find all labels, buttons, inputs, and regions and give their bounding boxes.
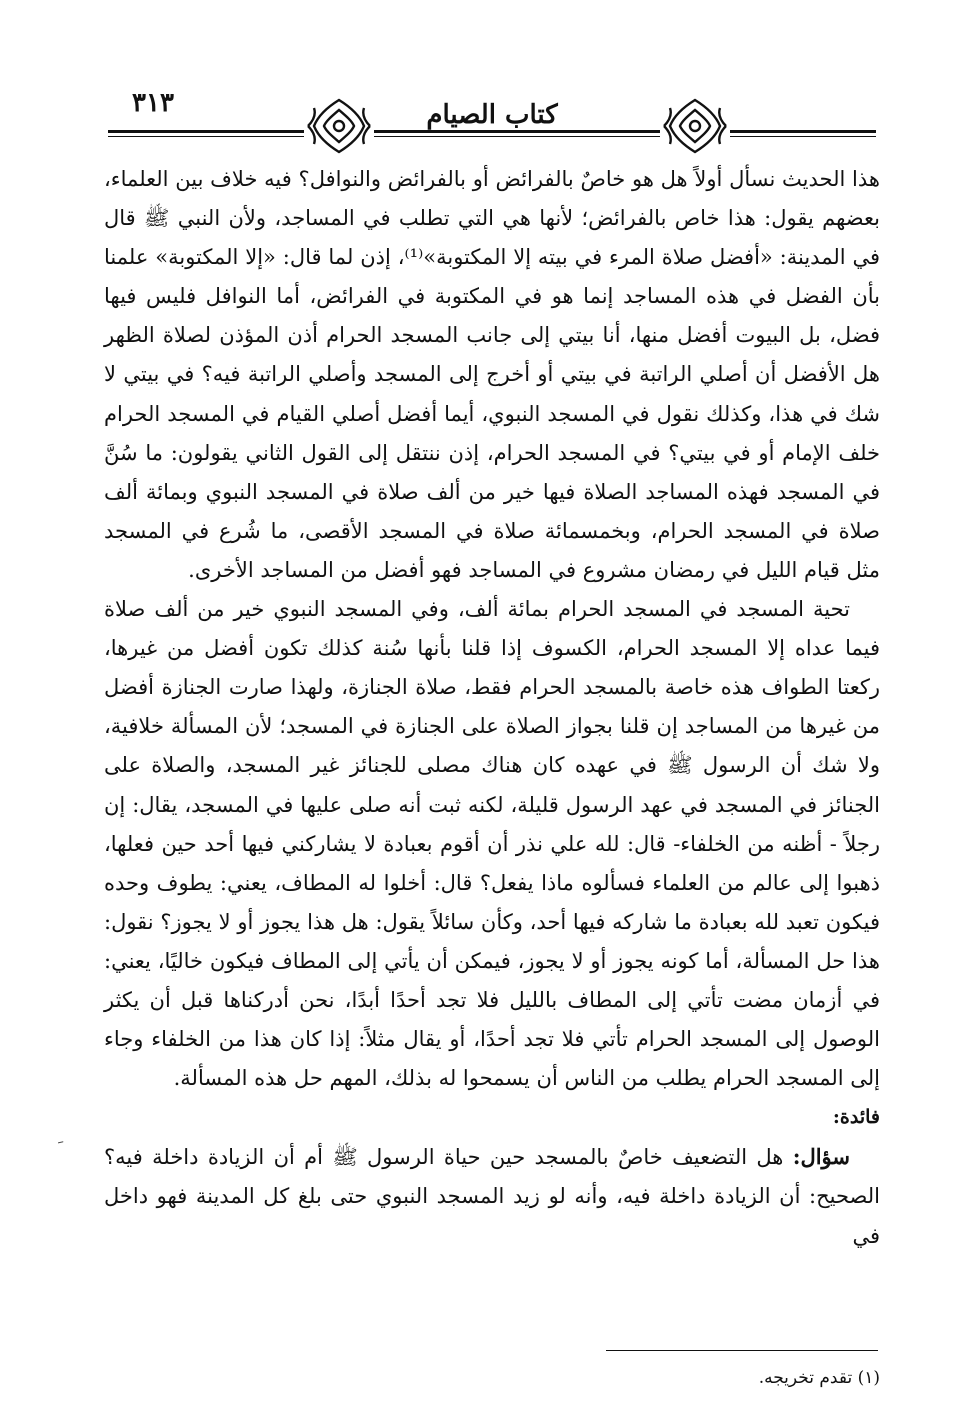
- header-rule-thick: [108, 130, 876, 133]
- arabesque-ornament-icon: [304, 94, 374, 158]
- question-label: سؤال:: [792, 1144, 850, 1170]
- page-number: ٣١٣: [108, 88, 198, 118]
- paragraph-1: هذا الحديث نسأل أولاً هل هو خاصٌ بالفرائض أو بالفرائض والنوافل؟ فيه خلاف بين العلماء، بعضهم يقول: هذا خاص بالفرائض؛ لأنها هي التي تطلب في المساجد، ولأن النبي ﷺ قال في المدينة: «أفضل صلاة المرء في بيته إلا المكتوبة»⁽¹⁾، إذن لما قال: «إلا المكتوبة» علمنا بأن الفضل في هذه المساجد إنما هو في المكتوبة في الفرائض، أما النوافل فليس فيها فضل، بل البيوت أفضل منها، أنا بيتي إلى جانب المسجد الحرام أذن المؤذن لصلاة الظهر هل الأفضل أن أصلي الراتبة في بيتي أو أخرج إلى المسجد وأصلي الراتبة فيه؟ في بيتي لا شك في هذا، وكذلك نقول في المسجد النبوي، أيما أفضل أصلي القيام في المسجد الحرام خلف الإمام أو في بيتي؟ في المسجد الحرام، إذن ننتقل إلى القول الثاني يقولون: ما سُنَّ في المسجد فهذه المساجد الصلاة فيها خير من ألف صلاة في المسجد النبوي وبمائة ألف صلاة في المسجد الحرام، وبخمسمائة صلاة في المسجد الأقصى، ما شُرع في المسجد مثل قيام الليل في رمضان مشروع في المساجد فهو أفضل من المساجد الأخرى.: [104, 167, 880, 582]
- footnote: (١) تقدم تخريجه.: [758, 1368, 880, 1388]
- paragraph-3-text: هل التضعيف خاصٌ بالمسجد حين حياة الرسول ﷺ أم أن الزيادة داخلة فيه؟ الصحيح: أن الزيادة داخلة فيه، وأنه لو زيد المسجد النبوي حتى بلغ كل المدينة فهو داخل في: [104, 1145, 880, 1248]
- main-text: [104, 160, 880, 1256]
- section-heading: فائدة:: [832, 1106, 880, 1129]
- arabesque-ornament-icon: [660, 94, 730, 158]
- margin-mark: ﹶ: [58, 1138, 64, 1159]
- footnote-separator: [606, 1350, 878, 1351]
- chapter-title: كتاب الصيام: [412, 100, 571, 130]
- paragraph-2: تحية المسجد في المسجد الحرام بمائة ألف، وفي المسجد النبوي خير من ألف صلاة فيما عداه إلا المسجد الحرام، الكسوف إذا قلنا بأنها سُنة كذلك تكون أفضل من غيرها، ركعتا الطواف هذه خاصة بالمسجد الحرام فقط، صلاة الجنازة، ولهذا صارت الجنازة أفضل من غيرها من المساجد إن قلنا بجواز الصلاة على الجنازة في المسجد؛ لأن المسألة خلافية، ولا شك أن الرسول ﷺ في عهده كان هناك مصلى للجنائز غير المسجد، والصلاة على الجنائز في المسجد في عهد الرسول قليلة، لكنه ثبت أنه صلى عليها في المسجد، يقال: إن رجلاً - أظنه من الخلفاء- قال: لله علي نذر أن أقوم بعبادة لا يشاركني فيها أحد حين فعلها، ذهبوا إلى عالم من العلماء فسألوه ماذا يفعل؟ قال: أخلوا له المطاف، يعني: يطوف وحده فيكون تعبد لله بعبادة ما شاركه فيها أحد، وكأن سائلاً يقول: هل هذا يجوز أو لا يجوز؟ نقول: هذا حل المسألة، أما كونه يجوز أو لا يجوز، فيمكن أن يأتي إلى المطاف فيكون خاليًا، يعني: في أزمان مضت تأتي إلى المطاف بالليل فلا تجد أحدًا أبدًا، نحن أدركناها قبل أن يكثر الوصول إلى المسجد الحرام تأتي فلا تجد أحدًا، أو يقال مثلاً: إذا كان هذا من الخلفاء وجاء إلى المسجد الحرام يطلب من الناس أن يسمحوا له بذلك، المهم حل هذه المسألة.: [104, 597, 880, 1091]
- paragraph-3: [104, 1137, 880, 1255]
- page-header: [108, 88, 876, 168]
- header-rule-thin: [108, 136, 876, 137]
